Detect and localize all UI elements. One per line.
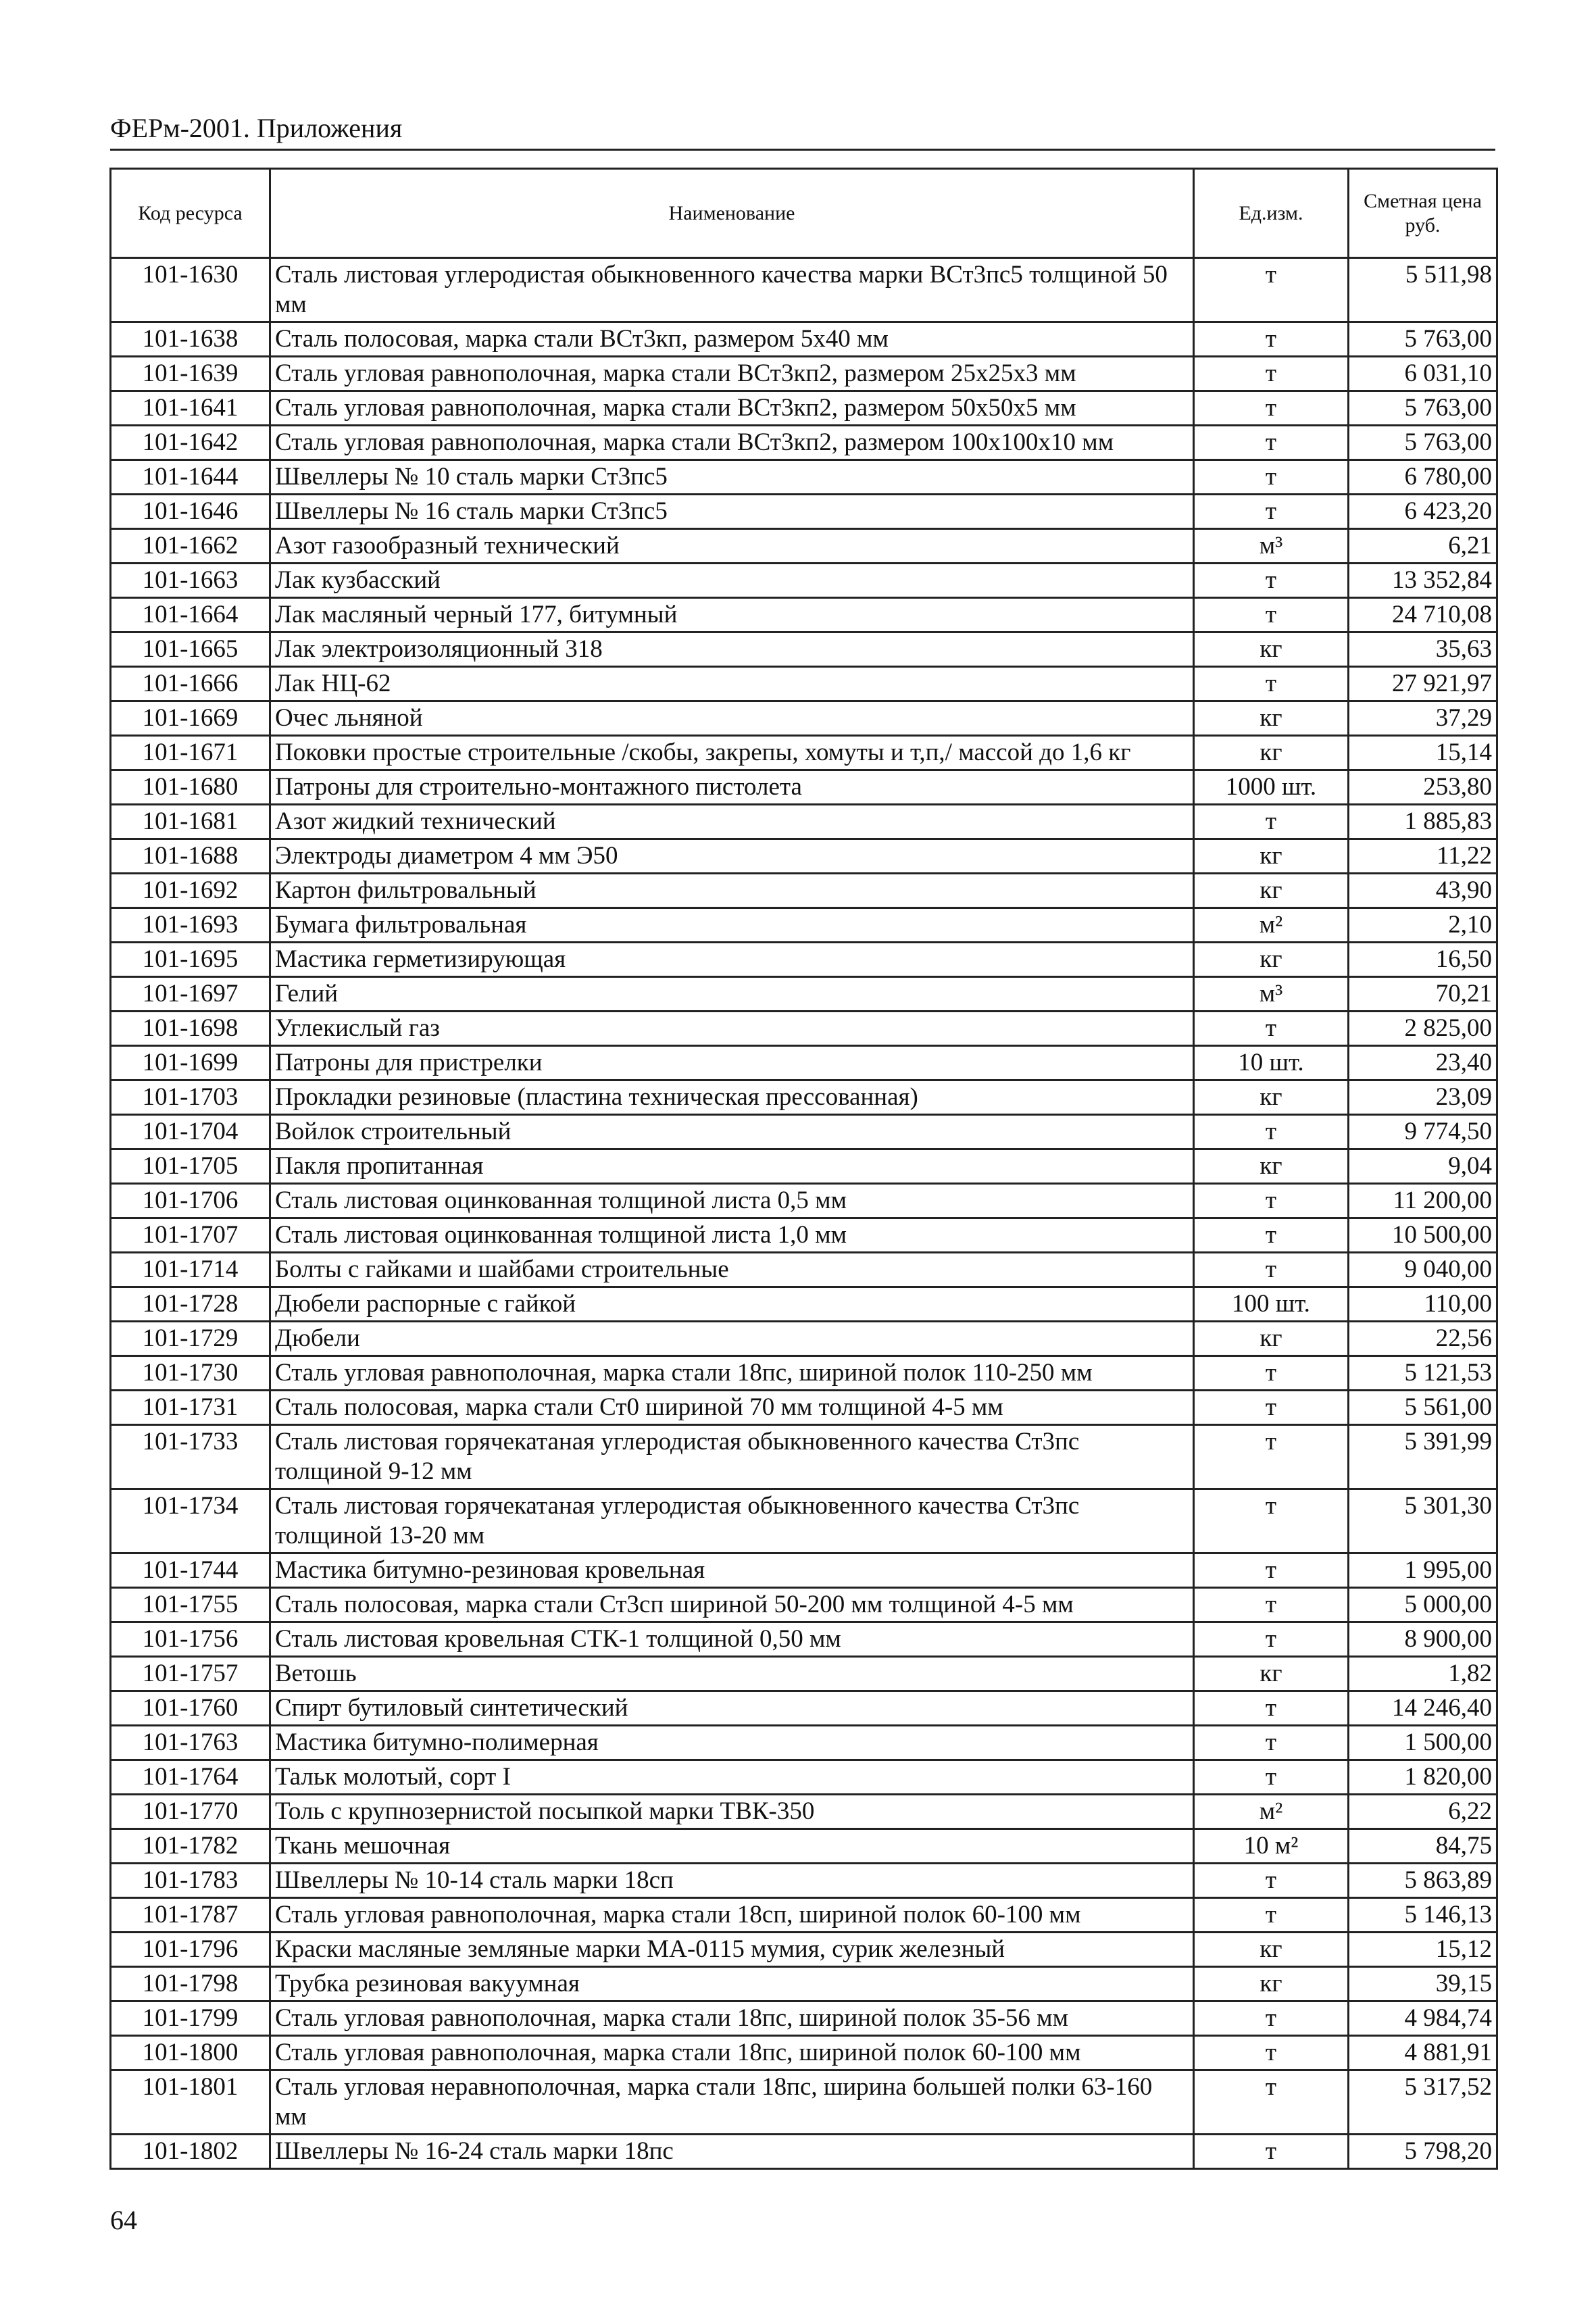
unit-cell: т [1194, 598, 1349, 632]
price-cell: 23,09 [1349, 1080, 1497, 1115]
table-row [111, 874, 1497, 908]
unit-cell: т [1194, 667, 1349, 701]
name-cell: Лак электроизоляционный 318 [270, 632, 1194, 667]
code-cell: 101-1644 [111, 460, 270, 495]
name-cell: Сталь листовая углеродистая обыкновенного качества марки ВСт3пс5 толщиной 50 мм [270, 258, 1194, 322]
price-cell: 6 780,00 [1349, 460, 1497, 495]
name-cell: Мастика герметизирующая [270, 943, 1194, 977]
code-cell: 101-1734 [111, 1489, 270, 1553]
unit-cell: м³ [1194, 977, 1349, 1012]
unit-cell: кг [1194, 1657, 1349, 1691]
name-cell: Дюбели [270, 1322, 1194, 1356]
page-header [110, 114, 1495, 151]
name-cell: Дюбели распорные с гайкой [270, 1287, 1194, 1322]
price-cell: 9,04 [1349, 1149, 1497, 1184]
code-cell: 101-1698 [111, 1012, 270, 1046]
name-cell: Электроды диаметром 4 мм Э50 [270, 839, 1194, 874]
name-cell: Краски масляные земляные марки МА-0115 мумия, сурик железный [270, 1933, 1194, 1967]
page-number: 64 [110, 2205, 137, 2235]
table-row [111, 1933, 1497, 1967]
code-cell: 101-1688 [111, 839, 270, 874]
code-cell: 101-1680 [111, 770, 270, 805]
name-cell: Сталь листовая оцинкованная толщиной листа 0,5 мм [270, 1184, 1194, 1218]
name-cell: Сталь полосовая, марка стали Ст3сп шириной 50-200 мм толщиной 4-5 мм [270, 1588, 1194, 1622]
price-cell: 6 423,20 [1349, 495, 1497, 529]
table-row [111, 632, 1497, 667]
price-cell: 5 511,98 [1349, 258, 1497, 322]
price-cell: 5 146,13 [1349, 1898, 1497, 1933]
name-cell: Поковки простые строительные /скобы, закрепы, хомуты и т,п,/ массой до 1,6 кг [270, 736, 1194, 770]
table-row [111, 391, 1497, 426]
unit-cell: т [1194, 1864, 1349, 1898]
table-row [111, 839, 1497, 874]
unit-cell: т [1194, 1184, 1349, 1218]
code-cell: 101-1669 [111, 701, 270, 736]
code-cell: 101-1638 [111, 322, 270, 357]
table-row [111, 2135, 1497, 2169]
code-cell: 101-1770 [111, 1795, 270, 1829]
column-header-price: Сметная цена руб. [1349, 169, 1497, 258]
unit-cell: кг [1194, 874, 1349, 908]
code-cell: 101-1639 [111, 357, 270, 391]
name-cell: Патроны для строительно-монтажного пистолета [270, 770, 1194, 805]
name-cell: Толь с крупнозернистой посыпкой марки ТВК-350 [270, 1795, 1194, 1829]
resource-table [109, 168, 1498, 2170]
table-row [111, 1588, 1497, 1622]
unit-cell: м³ [1194, 529, 1349, 564]
unit-cell: т [1194, 2001, 1349, 2036]
code-cell: 101-1642 [111, 426, 270, 460]
table-row [111, 908, 1497, 943]
table-row [111, 1149, 1497, 1184]
code-cell: 101-1666 [111, 667, 270, 701]
name-cell: Болты с гайками и шайбами строительные [270, 1253, 1194, 1287]
name-cell: Тальк молотый, сорт I [270, 1760, 1194, 1795]
code-cell: 101-1730 [111, 1356, 270, 1391]
table-row [111, 1253, 1497, 1287]
table-row [111, 1391, 1497, 1425]
table-row [111, 1080, 1497, 1115]
price-cell: 8 900,00 [1349, 1622, 1497, 1657]
unit-cell: т [1194, 1622, 1349, 1657]
code-cell: 101-1760 [111, 1691, 270, 1726]
table-row [111, 357, 1497, 391]
name-cell: Сталь угловая равнополочная, марка стали 18пс, шириной полок 35-56 мм [270, 2001, 1194, 2036]
price-cell: 1,82 [1349, 1657, 1497, 1691]
table-row [111, 1115, 1497, 1149]
name-cell: Патроны для пристрелки [270, 1046, 1194, 1080]
code-cell: 101-1799 [111, 2001, 270, 2036]
price-cell: 15,12 [1349, 1933, 1497, 1967]
price-cell: 4 881,91 [1349, 2036, 1497, 2070]
unit-cell: т [1194, 1691, 1349, 1726]
price-cell: 84,75 [1349, 1829, 1497, 1864]
price-cell: 10 500,00 [1349, 1218, 1497, 1253]
unit-cell: 10 шт. [1194, 1046, 1349, 1080]
table-row [111, 495, 1497, 529]
table-row [111, 1218, 1497, 1253]
code-cell: 101-1707 [111, 1218, 270, 1253]
table-row [111, 598, 1497, 632]
column-header-unit: Ед.изм. [1194, 169, 1349, 258]
price-cell: 37,29 [1349, 701, 1497, 736]
code-cell: 101-1693 [111, 908, 270, 943]
table-row [111, 1489, 1497, 1553]
name-cell: Сталь угловая равнополочная, марка стали 18пс, шириной полок 110-250 мм [270, 1356, 1194, 1391]
name-cell: Войлок строительный [270, 1115, 1194, 1149]
unit-cell: т [1194, 426, 1349, 460]
code-cell: 101-1704 [111, 1115, 270, 1149]
table-row [111, 426, 1497, 460]
unit-cell: кг [1194, 1967, 1349, 2001]
unit-cell: кг [1194, 1933, 1349, 1967]
price-cell: 2,10 [1349, 908, 1497, 943]
name-cell: Мастика битумно-полимерная [270, 1726, 1194, 1760]
name-cell: Трубка резиновая вакуумная [270, 1967, 1194, 2001]
code-cell: 101-1764 [111, 1760, 270, 1795]
name-cell: Картон фильтровальный [270, 874, 1194, 908]
code-cell: 101-1757 [111, 1657, 270, 1691]
column-header-code: Код ресурса [111, 169, 270, 258]
table-row [111, 258, 1497, 322]
code-cell: 101-1744 [111, 1553, 270, 1588]
unit-cell: т [1194, 322, 1349, 357]
unit-cell: кг [1194, 943, 1349, 977]
column-header-name: Наименование [270, 169, 1194, 258]
unit-cell: 10 м² [1194, 1829, 1349, 1864]
price-cell: 1 500,00 [1349, 1726, 1497, 1760]
name-cell: Углекислый газ [270, 1012, 1194, 1046]
unit-cell: т [1194, 1391, 1349, 1425]
unit-cell: т [1194, 1425, 1349, 1489]
name-cell: Сталь полосовая, марка стали Ст0 шириной 70 мм толщиной 4-5 мм [270, 1391, 1194, 1425]
price-cell: 22,56 [1349, 1322, 1497, 1356]
table-row [111, 1967, 1497, 2001]
name-cell: Гелий [270, 977, 1194, 1012]
table-row [111, 770, 1497, 805]
table-row [111, 1726, 1497, 1760]
table-body [111, 258, 1497, 2169]
table-row [111, 736, 1497, 770]
table-row [111, 1622, 1497, 1657]
table-row [111, 2036, 1497, 2070]
unit-cell: т [1194, 258, 1349, 322]
name-cell: Сталь угловая равнополочная, марка стали ВСт3кп2, размером 50х50х5 мм [270, 391, 1194, 426]
price-cell: 1 820,00 [1349, 1760, 1497, 1795]
unit-cell: кг [1194, 701, 1349, 736]
unit-cell: т [1194, 2135, 1349, 2169]
price-cell: 16,50 [1349, 943, 1497, 977]
price-cell: 6,21 [1349, 529, 1497, 564]
table-row [111, 1829, 1497, 1864]
unit-cell: т [1194, 495, 1349, 529]
name-cell: Ткань мешочная [270, 1829, 1194, 1864]
name-cell: Швеллеры № 10-14 сталь марки 18сп [270, 1864, 1194, 1898]
price-cell: 2 825,00 [1349, 1012, 1497, 1046]
unit-cell: т [1194, 1012, 1349, 1046]
name-cell: Спирт бутиловый синтетический [270, 1691, 1194, 1726]
table-row [111, 2070, 1497, 2135]
table-row [111, 977, 1497, 1012]
price-cell: 5 121,53 [1349, 1356, 1497, 1391]
code-cell: 101-1703 [111, 1080, 270, 1115]
price-cell: 5 863,89 [1349, 1864, 1497, 1898]
table-row [111, 667, 1497, 701]
code-cell: 101-1699 [111, 1046, 270, 1080]
unit-cell: кг [1194, 1080, 1349, 1115]
price-cell: 253,80 [1349, 770, 1497, 805]
price-cell: 5 561,00 [1349, 1391, 1497, 1425]
price-cell: 6,22 [1349, 1795, 1497, 1829]
table-row [111, 1322, 1497, 1356]
unit-cell: кг [1194, 1322, 1349, 1356]
table-row [111, 1046, 1497, 1080]
price-cell: 23,40 [1349, 1046, 1497, 1080]
name-cell: Прокладки резиновые (пластина техническая прессованная) [270, 1080, 1194, 1115]
name-cell: Лак НЦ-62 [270, 667, 1194, 701]
code-cell: 101-1681 [111, 805, 270, 839]
unit-cell: т [1194, 1760, 1349, 1795]
code-cell: 101-1662 [111, 529, 270, 564]
unit-cell: т [1194, 391, 1349, 426]
price-cell: 6 031,10 [1349, 357, 1497, 391]
price-cell: 35,63 [1349, 632, 1497, 667]
name-cell: Сталь листовая горячекатаная углеродистая обыкновенного качества Ст3пс толщиной 9-12 мм [270, 1425, 1194, 1489]
code-cell: 101-1671 [111, 736, 270, 770]
name-cell: Сталь угловая равнополочная, марка стали 18пс, шириной полок 60-100 мм [270, 2036, 1194, 2070]
unit-cell: кг [1194, 632, 1349, 667]
name-cell: Ветошь [270, 1657, 1194, 1691]
unit-cell: т [1194, 1115, 1349, 1149]
price-cell: 39,15 [1349, 1967, 1497, 2001]
unit-cell: т [1194, 1218, 1349, 1253]
code-cell: 101-1801 [111, 2070, 270, 2135]
price-cell: 5 763,00 [1349, 426, 1497, 460]
table-row [111, 1864, 1497, 1898]
table-row [111, 460, 1497, 495]
name-cell: Сталь полосовая, марка стали ВСт3кп, размером 5х40 мм [270, 322, 1194, 357]
price-cell: 11,22 [1349, 839, 1497, 874]
table-row [111, 1356, 1497, 1391]
table-row [111, 1012, 1497, 1046]
table-row [111, 943, 1497, 977]
price-cell: 5 000,00 [1349, 1588, 1497, 1622]
code-cell: 101-1663 [111, 564, 270, 598]
name-cell: Сталь угловая равнополочная, марка стали ВСт3кп2, размером 100х100х10 мм [270, 426, 1194, 460]
name-cell: Бумага фильтровальная [270, 908, 1194, 943]
price-cell: 43,90 [1349, 874, 1497, 908]
name-cell: Мастика битумно-резиновая кровельная [270, 1553, 1194, 1588]
table-row [111, 1553, 1497, 1588]
code-cell: 101-1782 [111, 1829, 270, 1864]
price-cell: 4 984,74 [1349, 2001, 1497, 2036]
unit-cell: т [1194, 2070, 1349, 2135]
name-cell: Лак масляный черный 177, битумный [270, 598, 1194, 632]
resource-table-wrapper [109, 168, 1496, 2170]
code-cell: 101-1729 [111, 1322, 270, 1356]
name-cell: Пакля пропитанная [270, 1149, 1194, 1184]
unit-cell: кг [1194, 1149, 1349, 1184]
table-row [111, 1184, 1497, 1218]
name-cell: Сталь угловая неравнополочная, марка стали 18пс, ширина большей полки 63-160 мм [270, 2070, 1194, 2135]
unit-cell: т [1194, 1356, 1349, 1391]
code-cell: 101-1783 [111, 1864, 270, 1898]
unit-cell: т [1194, 2036, 1349, 2070]
price-cell: 15,14 [1349, 736, 1497, 770]
unit-cell: т [1194, 1489, 1349, 1553]
price-cell: 5 763,00 [1349, 322, 1497, 357]
name-cell: Очес льняной [270, 701, 1194, 736]
code-cell: 101-1646 [111, 495, 270, 529]
name-cell: Сталь листовая оцинкованная толщиной листа 1,0 мм [270, 1218, 1194, 1253]
page-title: ФЕРм-2001. Приложения [110, 113, 403, 143]
name-cell: Азот газообразный технический [270, 529, 1194, 564]
code-cell: 101-1731 [111, 1391, 270, 1425]
unit-cell: т [1194, 564, 1349, 598]
table-row [111, 564, 1497, 598]
code-cell: 101-1800 [111, 2036, 270, 2070]
unit-cell: т [1194, 1726, 1349, 1760]
price-cell: 70,21 [1349, 977, 1497, 1012]
name-cell: Швеллеры № 16-24 сталь марки 18пс [270, 2135, 1194, 2169]
price-cell: 11 200,00 [1349, 1184, 1497, 1218]
code-cell: 101-1728 [111, 1287, 270, 1322]
name-cell: Сталь листовая горячекатаная углеродистая обыкновенного качества Ст3пс толщиной 13-20 мм [270, 1489, 1194, 1553]
unit-cell: т [1194, 1553, 1349, 1588]
unit-cell: 1000 шт. [1194, 770, 1349, 805]
unit-cell: т [1194, 805, 1349, 839]
code-cell: 101-1733 [111, 1425, 270, 1489]
code-cell: 101-1755 [111, 1588, 270, 1622]
price-cell: 13 352,84 [1349, 564, 1497, 598]
code-cell: 101-1787 [111, 1898, 270, 1933]
unit-cell: 100 шт. [1194, 1287, 1349, 1322]
table-row [111, 322, 1497, 357]
unit-cell: т [1194, 1588, 1349, 1622]
price-cell: 9 774,50 [1349, 1115, 1497, 1149]
table-row [111, 1657, 1497, 1691]
code-cell: 101-1756 [111, 1622, 270, 1657]
table-row [111, 1795, 1497, 1829]
code-cell: 101-1763 [111, 1726, 270, 1760]
code-cell: 101-1695 [111, 943, 270, 977]
code-cell: 101-1796 [111, 1933, 270, 1967]
unit-cell: м² [1194, 908, 1349, 943]
unit-cell: т [1194, 1253, 1349, 1287]
price-cell: 27 921,97 [1349, 667, 1497, 701]
name-cell: Сталь угловая равнополочная, марка стали 18сп, шириной полок 60-100 мм [270, 1898, 1194, 1933]
table-row [111, 1760, 1497, 1795]
code-cell: 101-1798 [111, 1967, 270, 2001]
name-cell: Лак кузбасский [270, 564, 1194, 598]
price-cell: 5 763,00 [1349, 391, 1497, 426]
name-cell: Сталь листовая кровельная СТК-1 толщиной 0,50 мм [270, 1622, 1194, 1657]
code-cell: 101-1665 [111, 632, 270, 667]
name-cell: Азот жидкий технический [270, 805, 1194, 839]
price-cell: 14 246,40 [1349, 1691, 1497, 1726]
code-cell: 101-1714 [111, 1253, 270, 1287]
table-row [111, 1425, 1497, 1489]
price-cell: 110,00 [1349, 1287, 1497, 1322]
price-cell: 5 798,20 [1349, 2135, 1497, 2169]
table-header-row [111, 169, 1497, 258]
price-cell: 5 317,52 [1349, 2070, 1497, 2135]
code-cell: 101-1692 [111, 874, 270, 908]
code-cell: 101-1705 [111, 1149, 270, 1184]
unit-cell: кг [1194, 736, 1349, 770]
code-cell: 101-1664 [111, 598, 270, 632]
code-cell: 101-1802 [111, 2135, 270, 2169]
table-row [111, 1898, 1497, 1933]
price-cell: 5 301,30 [1349, 1489, 1497, 1553]
code-cell: 101-1641 [111, 391, 270, 426]
table-row [111, 2001, 1497, 2036]
price-cell: 5 391,99 [1349, 1425, 1497, 1489]
unit-cell: т [1194, 1898, 1349, 1933]
name-cell: Сталь угловая равнополочная, марка стали ВСт3кп2, размером 25х25х3 мм [270, 357, 1194, 391]
table-row [111, 1287, 1497, 1322]
price-cell: 9 040,00 [1349, 1253, 1497, 1287]
unit-cell: т [1194, 357, 1349, 391]
code-cell: 101-1706 [111, 1184, 270, 1218]
unit-cell: кг [1194, 839, 1349, 874]
name-cell: Швеллеры № 16 сталь марки Ст3пс5 [270, 495, 1194, 529]
price-cell: 1 995,00 [1349, 1553, 1497, 1588]
table-row [111, 805, 1497, 839]
code-cell: 101-1630 [111, 258, 270, 322]
code-cell: 101-1697 [111, 977, 270, 1012]
unit-cell: м² [1194, 1795, 1349, 1829]
price-cell: 1 885,83 [1349, 805, 1497, 839]
table-row [111, 1691, 1497, 1726]
table-row [111, 529, 1497, 564]
table-row [111, 701, 1497, 736]
name-cell: Швеллеры № 10 сталь марки Ст3пс5 [270, 460, 1194, 495]
unit-cell: т [1194, 460, 1349, 495]
price-cell: 24 710,08 [1349, 598, 1497, 632]
